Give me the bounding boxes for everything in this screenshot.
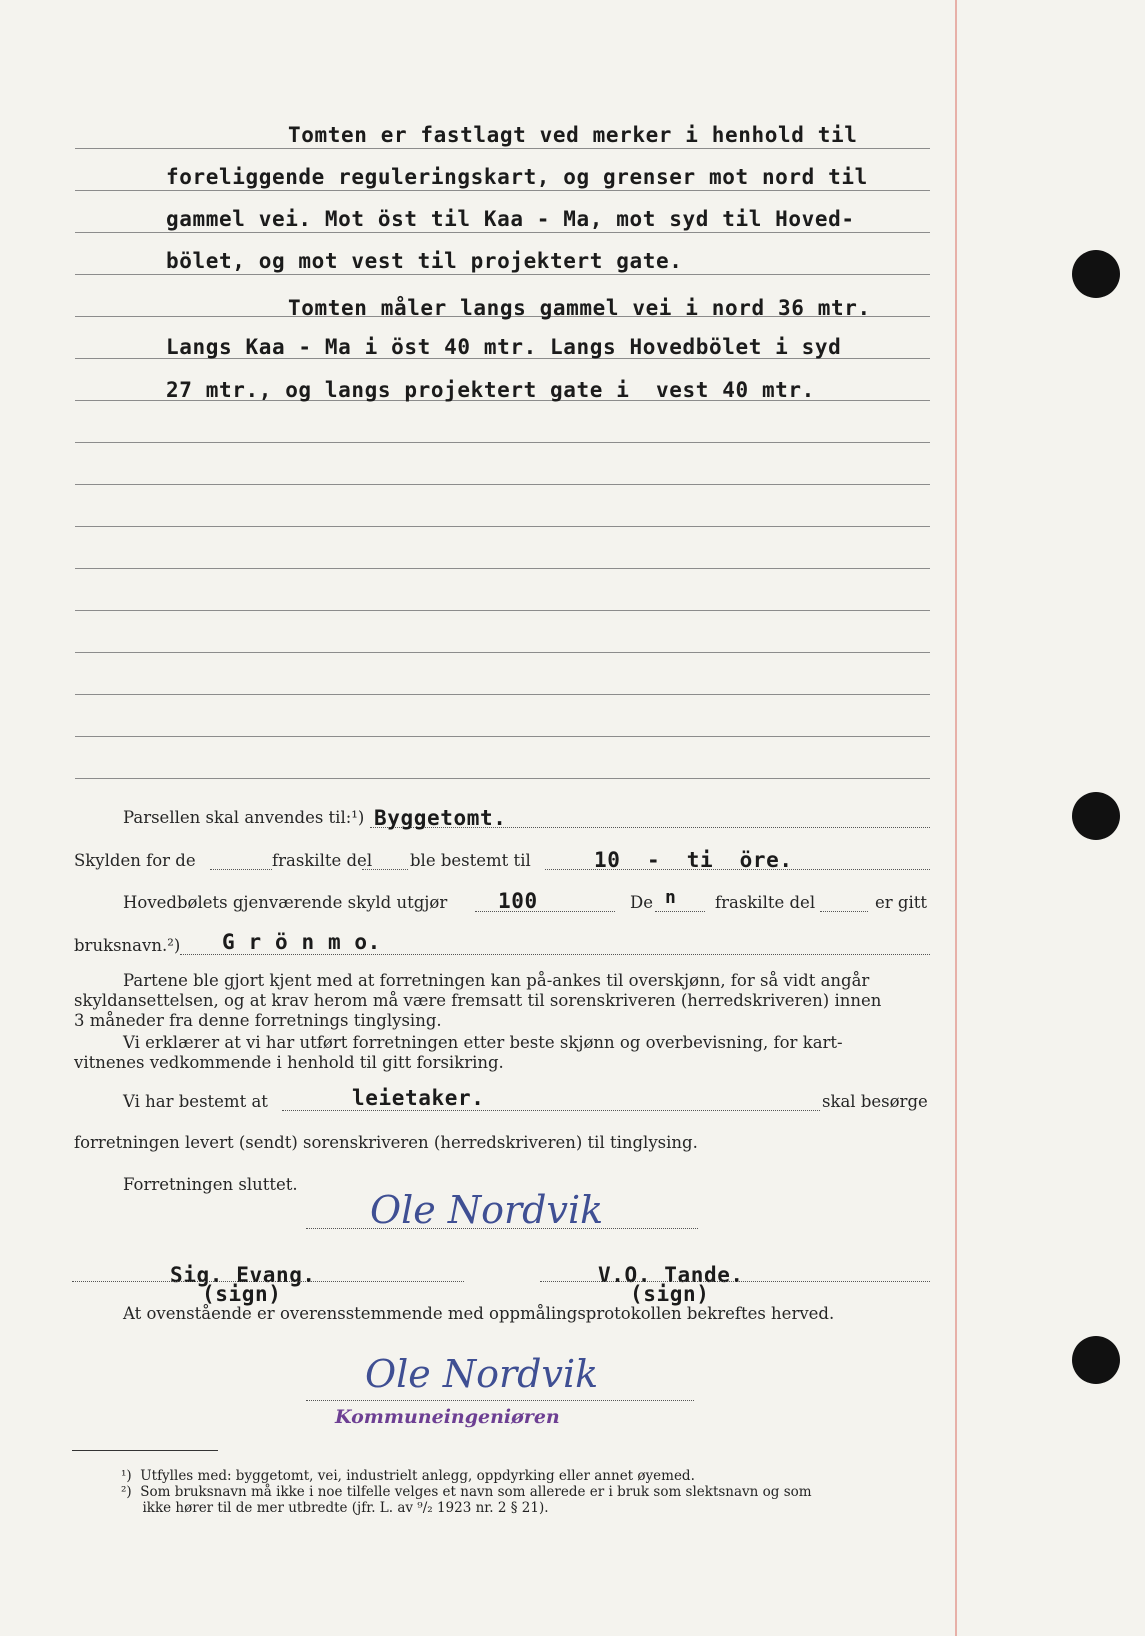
footnote-2: ²) Som bruksnavn må ikke i noe tilfelle velges et navn som allerede er i bruk som slektsnavn og som [121, 1484, 812, 1500]
decided-value: leietaker. [352, 1086, 485, 1110]
ruled-line [75, 610, 930, 611]
typed-line: foreliggende reguleringskart, og grenser mot nord til [166, 165, 868, 189]
ruled-line [75, 484, 930, 485]
ruled-line [75, 190, 930, 191]
footnote-rule [72, 1450, 218, 1451]
info-paragraph-line: 3 måneder fra denne forretnings tinglysing. [74, 1011, 442, 1030]
typed-line: Tomten er fastlagt ved merker i henhold til [288, 123, 858, 147]
declaration-line: vitnenes vedkommende i henhold til gitt forsikring. [74, 1053, 504, 1072]
signature-handwritten: Ole Nordvik [370, 1188, 604, 1232]
use-value: Byggetomt. [374, 806, 507, 830]
signature-handwritten: Ole Nordvik [365, 1352, 599, 1396]
tax-label-3: ble bestemt til [410, 851, 531, 870]
signature-line [540, 1281, 930, 1282]
punch-hole-top [1072, 250, 1120, 298]
given-label: er gitt [875, 893, 927, 912]
de-label: De [630, 893, 653, 912]
red-margin-line [955, 0, 957, 1636]
typed-line: Langs Kaa - Ma i öst 40 mtr. Langs Hovedbölet i syd [166, 335, 842, 359]
witness-left-sign: (sign) [202, 1282, 282, 1306]
dotted-line [282, 1110, 820, 1111]
footnote-2-continued: ikke hører til de mer utbredte (jfr. L. av ⁹/₂ 1923 nr. 2 § 21). [121, 1500, 549, 1516]
remaining-value: 100 [498, 889, 538, 913]
decided-label: Vi har bestemt at [123, 1092, 268, 1111]
signature-line [306, 1228, 698, 1229]
de-value: n [665, 887, 677, 908]
signature-line [306, 1400, 694, 1401]
typed-line: gammel vei. Mot öst til Kaa - Ma, mot syd til Hoved- [166, 207, 855, 231]
name-label: bruksnavn.²) [74, 936, 181, 955]
tax-label-2: fraskilte del [272, 851, 373, 870]
parcel-label: fraskilte del [715, 893, 816, 912]
tax-value: 10 - ti öre. [594, 848, 793, 872]
dotted-line [655, 911, 705, 912]
ruled-line [75, 232, 930, 233]
title-stamp: Kommuneingeniøren [335, 1406, 560, 1428]
confirm-text: At ovenstående er overensstemmende med oppmålingsprotokollen bekreftes herved. [123, 1304, 835, 1323]
ruled-line [75, 442, 930, 443]
witness-right-sign: (sign) [630, 1282, 710, 1306]
ruled-line [75, 694, 930, 695]
decided-tail: skal besørge [822, 1092, 928, 1111]
ruled-line [75, 736, 930, 737]
sent-text: forretningen levert (sendt) sorenskriveren (herredskriveren) til tinglysing. [74, 1133, 698, 1152]
witness-left-name: Sig. Evang. [170, 1263, 316, 1287]
punch-hole-middle [1072, 792, 1120, 840]
info-paragraph-line: skyldansettelsen, og at krav herom må være fremsatt til sorenskriveren (herredskriveren) innen [74, 991, 882, 1010]
ruled-line [75, 568, 930, 569]
ruled-line [75, 148, 930, 149]
typed-line: bölet, og mot vest til projektert gate. [166, 249, 683, 273]
use-label: Parsellen skal anvendes til:¹) [123, 808, 365, 827]
dotted-line [820, 911, 868, 912]
declaration-line: Vi erklærer at vi har utført forretningen etter beste skjønn og overbevisning, for kart- [123, 1033, 843, 1052]
name-value: G r ö n m o. [222, 930, 381, 954]
typed-line: 27 mtr., og langs projektert gate i vest 40 mtr. [166, 378, 815, 402]
ruled-line [75, 274, 930, 275]
ruled-line [75, 652, 930, 653]
tax-label-1: Skylden for de [74, 851, 196, 870]
info-paragraph-line: Partene ble gjort kjent med at forretningen kan på-ankes til overskjønn, for så vidt angår [123, 971, 870, 990]
dotted-line [475, 911, 615, 912]
dotted-line [210, 869, 272, 870]
punch-hole-bottom [1072, 1336, 1120, 1384]
closed-text: Forretningen sluttet. [123, 1175, 298, 1194]
remaining-label: Hovedbølets gjenværende skyld utgjør [123, 893, 448, 912]
ruled-line [75, 526, 930, 527]
dotted-line [362, 869, 408, 870]
typed-line: Tomten måler langs gammel vei i nord 36 mtr. [288, 296, 871, 320]
ruled-line [75, 778, 930, 779]
witness-right-name: V.O. Tande. [598, 1263, 744, 1287]
footnote-1: ¹) Utfylles med: byggetomt, vei, industrielt anlegg, oppdyrking eller annet øyemed. [121, 1468, 695, 1484]
dotted-line [180, 954, 930, 955]
